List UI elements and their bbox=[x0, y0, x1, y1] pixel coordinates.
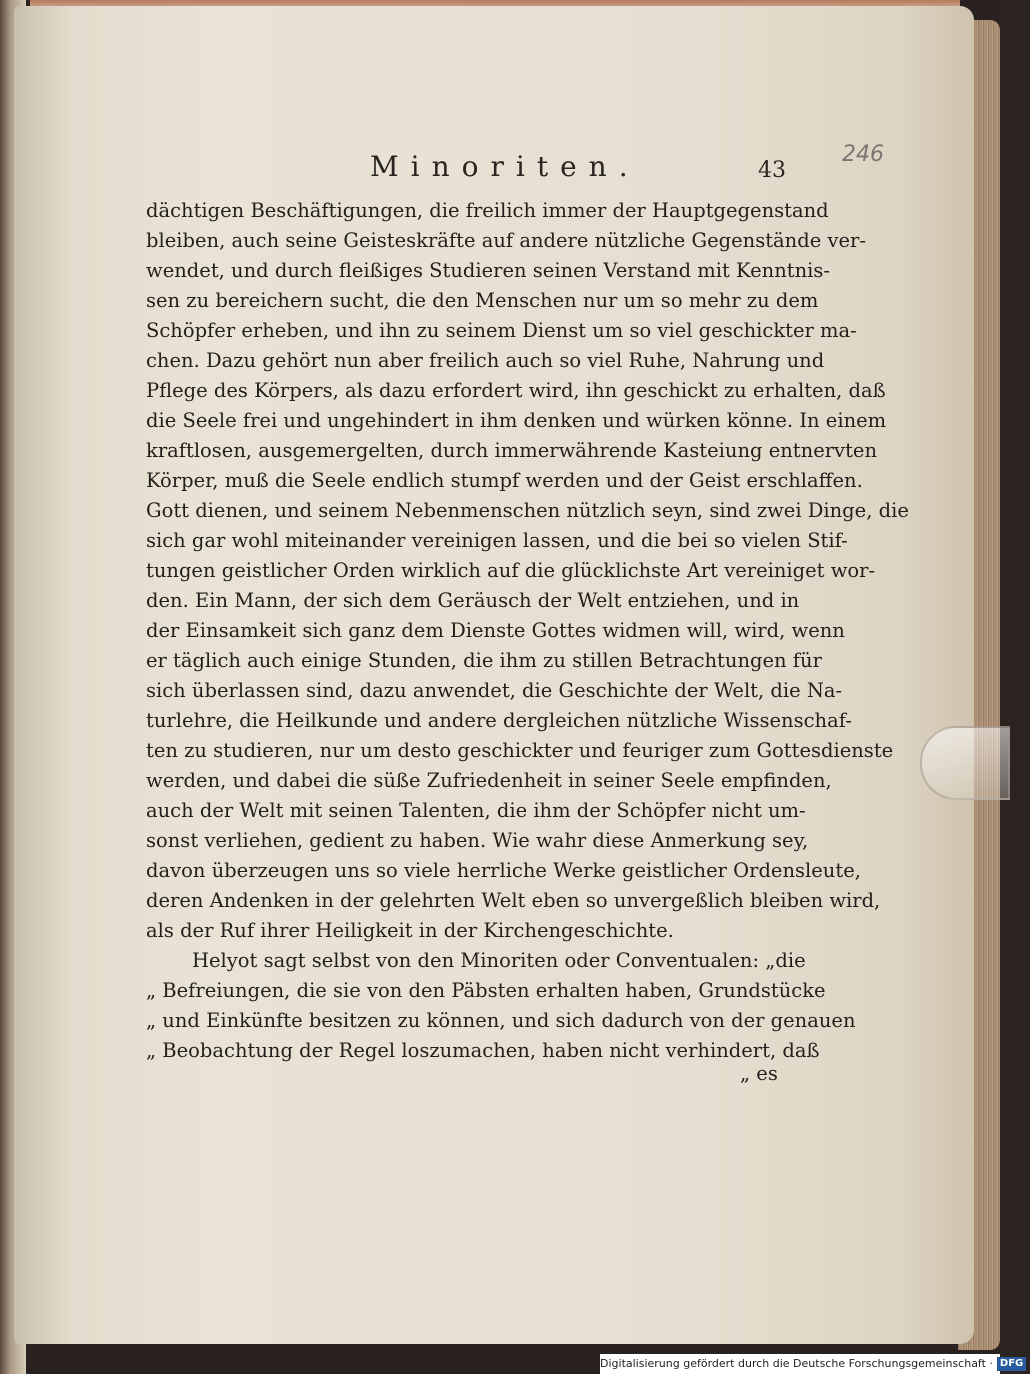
text-line: deren Andenken in der gelehrten Welt eben so unvergeßlich bleiben wird, bbox=[146, 889, 881, 912]
text-line: auch der Welt mit seinen Talenten, die ihm der Schöpfer nicht um- bbox=[146, 799, 806, 822]
digitization-footer bbox=[600, 1354, 1024, 1374]
text-line: der Einsamkeit sich ganz dem Dienste Gottes widmen will, wird, wenn bbox=[146, 619, 845, 642]
text-line: Körper, muß die Seele endlich stumpf werden und der Geist erschlaffen. bbox=[146, 469, 863, 492]
text-line: sich gar wohl miteinander vereinigen lassen, und die bei so vielen Stif- bbox=[146, 529, 848, 552]
text-line: den. Ein Mann, der sich dem Geräusch der Welt entziehen, und in bbox=[146, 589, 800, 612]
text-line: Helyot sagt selbst von den Minoriten oder Conventualen: „die bbox=[192, 949, 806, 972]
text-line: als der Ruf ihrer Heiligkeit in der Kirchengeschichte. bbox=[146, 919, 674, 942]
text-line: turlehre, die Heilkunde und andere dergleichen nützliche Wissenschaf- bbox=[146, 709, 852, 732]
text-line: ten zu studieren, nur um desto geschickter und feuriger zum Gottesdienste bbox=[146, 739, 894, 762]
text-line: sich überlassen sind, dazu anwendet, die Geschichte der Welt, die Na- bbox=[146, 679, 843, 702]
footer-text: Digitalisierung gefördert durch die Deutsche Forschungsgemeinschaft · bbox=[600, 1357, 993, 1370]
text-line: er täglich auch einige Stunden, die ihm zu stillen Betrachtungen für bbox=[146, 649, 822, 672]
text-line: bleiben, auch seine Geisteskräfte auf andere nützliche Gegenstände ver- bbox=[146, 229, 866, 252]
text-line: wendet, und durch fleißiges Studieren seinen Verstand mit Kenntnis- bbox=[146, 259, 830, 282]
text-line: „ Befreiungen, die sie von den Päbsten erhalten haben, Grundstücke bbox=[146, 979, 826, 1002]
body-text bbox=[146, 196, 909, 1066]
text-line: die Seele frei und ungehindert in ihm denken und würken könne. In einem bbox=[146, 409, 887, 432]
pencil-folio-number: 246 bbox=[842, 142, 884, 167]
text-line: „ Beobachtung der Regel loszumachen, haben nicht verhindert, daß bbox=[146, 1039, 820, 1062]
text-line: „ und Einkünfte besitzen zu können, und sich dadurch von der genauen bbox=[146, 1009, 856, 1032]
text-line: tungen geistlicher Orden wirklich auf die glücklichste Art vereiniget wor- bbox=[146, 559, 876, 582]
text-line: sen zu bereichern sucht, die den Menschen nur um so mehr zu dem bbox=[146, 289, 819, 312]
text-line: Pflege des Körpers, als dazu erfordert wird, ihn geschickt zu erhalten, daß bbox=[146, 379, 886, 402]
text-line: chen. Dazu gehört nun aber freilich auch so viel Ruhe, Nahrung und bbox=[146, 349, 825, 372]
page-number: 43 bbox=[758, 158, 786, 183]
text-line: sonst verliehen, gedient zu haben. Wie wahr diese Anmerkung sey, bbox=[146, 829, 809, 852]
catchword: „ es bbox=[740, 1062, 778, 1085]
page-clip bbox=[920, 726, 1010, 800]
dfg-logo-icon: DFG bbox=[997, 1357, 1026, 1371]
text-line: kraftlosen, ausgemergelten, durch immerwährende Kasteiung entnervten bbox=[146, 439, 878, 462]
text-line: davon überzeugen uns so viele herrliche Werke geistlicher Ordensleute, bbox=[146, 859, 861, 882]
text-line: dächtigen Beschäftigungen, die freilich immer der Hauptgegenstand bbox=[146, 199, 829, 222]
running-head: Minoriten. bbox=[370, 150, 640, 183]
text-line: Gott dienen, und seinem Nebenmenschen nützlich seyn, sind zwei Dinge, die bbox=[146, 499, 909, 522]
text-line: Schöpfer erheben, und ihn zu seinem Dienst um so viel geschickter ma- bbox=[146, 319, 857, 342]
text-line: werden, und dabei die süße Zufriedenheit in seiner Seele empfinden, bbox=[146, 769, 832, 792]
